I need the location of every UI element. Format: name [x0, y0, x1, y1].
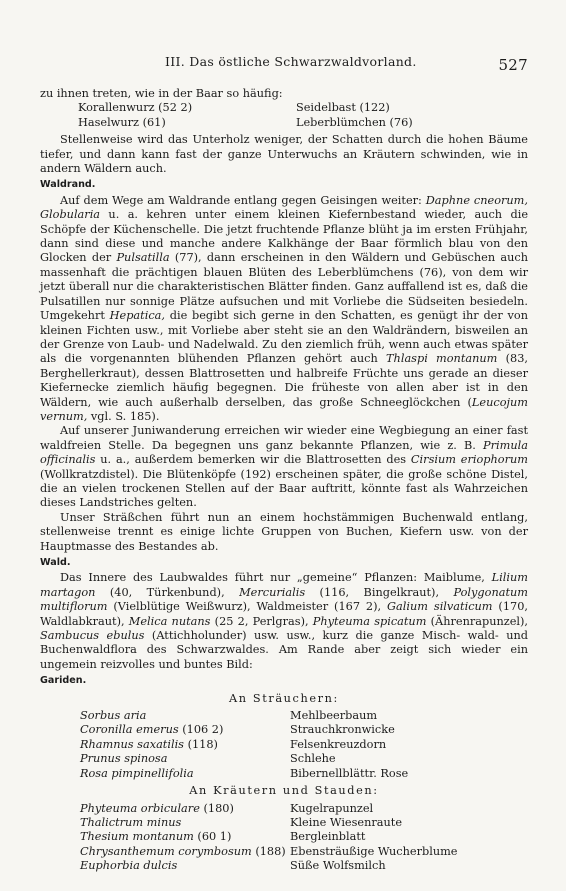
paragraph-wald — [40, 571, 528, 672]
plant-pair-row — [40, 116, 528, 130]
page-number: 527 — [498, 56, 528, 74]
latin-name: Euphorbia dulcis — [80, 859, 178, 873]
latin-name: Phyteuma spicatum — [312, 614, 427, 628]
latin-name: Lilium martagon — [40, 571, 528, 599]
list-item — [40, 738, 528, 752]
plant-left: Haselwurz (61) — [78, 115, 166, 129]
shrub-list — [40, 709, 528, 781]
list-item — [40, 767, 528, 781]
subheading-kraeuter: An Kräutern und Stauden: — [189, 784, 379, 798]
figure-ref: (180) — [199, 801, 234, 815]
text-run: (25 2, Perlgras), — [210, 614, 313, 628]
latin-name: Thlaspi montanum — [386, 352, 498, 366]
text-run: (Attichholunder) usw. usw., kurz die ganze Misch- wald- und Buchenwaldflora des Schwarzwaldes. Am Rande aber zeigt sich wieder ein ungemein reizvolles und buntes Bild: — [40, 629, 528, 671]
latin-name: Thalictrum minus — [80, 815, 182, 829]
latin-name: Prunus spinosa — [80, 752, 168, 766]
section-heading-waldrand: Waldrand. — [40, 179, 96, 191]
latin-name: Chrysanthemum corymbosum — [80, 844, 252, 858]
latin-name: Galium silvaticum — [387, 600, 493, 614]
list-item — [40, 802, 528, 816]
text-run: (Wollkratzdistel). Die Blütenköpfe (192) erscheinen später, die große schöne Distel, die an vielen trockenen Stellen auf der Baar auftritt, könnte fast als Wahrzeichen dieses Landstriches gelten. — [40, 467, 528, 510]
text-run: (83, Berghellerkraut), dessen Blattrosetten und halbreife Früchte uns gerade an dieser Kiefernecke ziemlich häufig begegnen. Die früheste von allen aber ist in den Wäldern, wie auch außerhalb derselben, das große Schneeglöckchen ( — [40, 352, 528, 409]
figure-ref: (106 2) — [178, 723, 224, 737]
plant-right: Leberblümchen (76) — [296, 115, 413, 129]
german-name: Kugelrapunzel — [290, 801, 374, 815]
text-run: (116, Bingelkraut), — [305, 585, 454, 599]
intro-line: zu ihnen treten, wie in der Baar so häufig: — [40, 87, 283, 100]
figure-ref: (118) — [183, 737, 218, 751]
text-run: die begibt sich gerne in den Schatten, es genügt ihr der von kleinen Fichten usw., mit Vorliebe aber steht sie an den Waldrändern, bisweilen an der Grenze von Laub- und Nadelwald. Zu den ziemlich früh, wenn auch etwas später als die vorgenannten blühenden Pflanzen gehört auch — [40, 309, 528, 366]
latin-name: Sambucus ebulus — [40, 629, 145, 643]
subheading-straeucher: An Sträuchern: — [229, 691, 339, 705]
plant-left: Korallenwurz (52 2) — [78, 101, 193, 115]
german-name: Schlehe — [290, 752, 336, 766]
figure-ref: (188) — [251, 844, 286, 858]
plant-right: Seidelbast (122) — [296, 101, 390, 115]
herb-list — [40, 802, 528, 874]
figure-ref: (60 1) — [193, 830, 232, 844]
german-name: Ebensträußige Wucherblume — [290, 844, 458, 858]
latin-name: Pulsatilla — [116, 251, 170, 265]
paragraph-straesschen: Unser Sträßchen führt nun an einem hochstämmigen Buchenwald entlang, stellenweise trennt es einige lichte Gruppen von Buchen, Kiefern usw. von der Hauptmasse des Bestandes ab. — [40, 510, 528, 553]
text-run: u. a. kehren unter einem kleinen Kiefernbestand wieder, auch die Schöpfe der Küchenschelle. Die jetzt fruchtende Pflanze blüht ja im ersten Frühjahr, dann sind diese und manche andere Kalkhänge der Baar förmlich blau von den Glocken der — [40, 208, 528, 265]
latin-name: Thesium montanum — [80, 830, 194, 844]
latin-name: Primula officinalis — [40, 438, 528, 467]
latin-name: Sorbus aria — [80, 709, 147, 723]
german-name: Felsenkreuzdorn — [290, 737, 387, 751]
german-name: Mehlbeerbaum — [290, 709, 378, 723]
latin-name: Cirsium eriophorum — [410, 453, 528, 467]
list-item — [40, 830, 528, 844]
list-item — [40, 723, 528, 737]
paragraph-waldrand — [40, 194, 528, 425]
latin-name: Coronilla emerus — [80, 723, 179, 737]
text-run: vgl. S. 185). — [87, 409, 160, 423]
text-run: (40, Türkenbund), — [95, 585, 240, 599]
paragraph-stellenweise: Stellenweise wird das Unterholz weniger, der Schatten durch die hohen Bäume tiefer, und dann kann fast der ganze Unterwuchs an Kräutern schwinden, wie in andern Wäldern auch. — [40, 133, 528, 176]
latin-name: Hepatica, — [109, 309, 165, 323]
latin-name: Rosa pimpinellifolia — [80, 766, 194, 780]
german-name: Strauchkronwicke — [290, 723, 395, 737]
text-run: Auf unserer Juniwanderung erreichen wir wieder eine Wegbiegung an einer fast waldfreien Stelle. Da begegnen uns ganz bekannte Pflanzen, wie z. B. — [40, 424, 528, 452]
text-run: (Ährenrapunzel), — [426, 614, 529, 628]
list-item — [40, 816, 528, 830]
plant-pair-row — [40, 101, 528, 115]
page-body — [40, 87, 528, 874]
latin-name: Rhamnus saxatilis — [80, 737, 184, 751]
text-run: u. a., außerdem bemerken wir die Blattrosetten des — [95, 453, 411, 467]
text-run: (Vielblütige Weißwurz), Waldmeister (167 2), — [107, 600, 388, 614]
section-heading-gariden: Gariden. — [40, 675, 87, 687]
latin-name: Polygonatum multiflorum — [40, 585, 528, 614]
text-run: (77), dann erscheinen in den Wäldern und Gebüschen auch massenhaft die prächtigen blauen Blüten des Leberblümchens (76), von dem wir jetzt überall nur die charakteristischen Blätter finden. Ganz auffallend ist es, daß die Pulsatillen nur sonnige Plätze aufsuchen und mit Vorliebe die Südseiten besiedeln. Umgekehrt — [40, 251, 529, 323]
text-run: (170, Waldlabkraut), — [40, 600, 528, 628]
section-heading-wald: Wald. — [40, 557, 71, 568]
latin-name: Mercurialis — [239, 585, 306, 599]
list-item — [40, 752, 528, 766]
latin-name: Leucojum vernum, — [40, 395, 528, 423]
text-run: Auf dem Wege am Waldrande entlang gegen Geisingen weiter: — [60, 193, 426, 207]
paragraph-juniwanderung — [40, 424, 528, 510]
latin-name: Phyteuma orbiculare — [80, 801, 200, 815]
list-item — [40, 709, 528, 723]
running-title: III. Das östliche Schwarzwaldvorland. — [165, 54, 417, 69]
german-name: Kleine Wiesenraute — [290, 815, 403, 829]
german-name: Bergleinblatt — [290, 830, 366, 844]
list-item — [40, 845, 528, 859]
german-name: Bibernellblättr. Rose — [290, 766, 409, 780]
latin-name: Daphne cneorum, Globularia — [40, 193, 528, 222]
text-run: Das Innere des Laubwaldes führt nur „gemeine“ Pflanzen: Maiblume, — [60, 571, 492, 585]
list-item — [40, 859, 528, 873]
latin-name: Melica nutans — [128, 614, 211, 628]
german-name: Süße Wolfsmilch — [290, 859, 386, 873]
